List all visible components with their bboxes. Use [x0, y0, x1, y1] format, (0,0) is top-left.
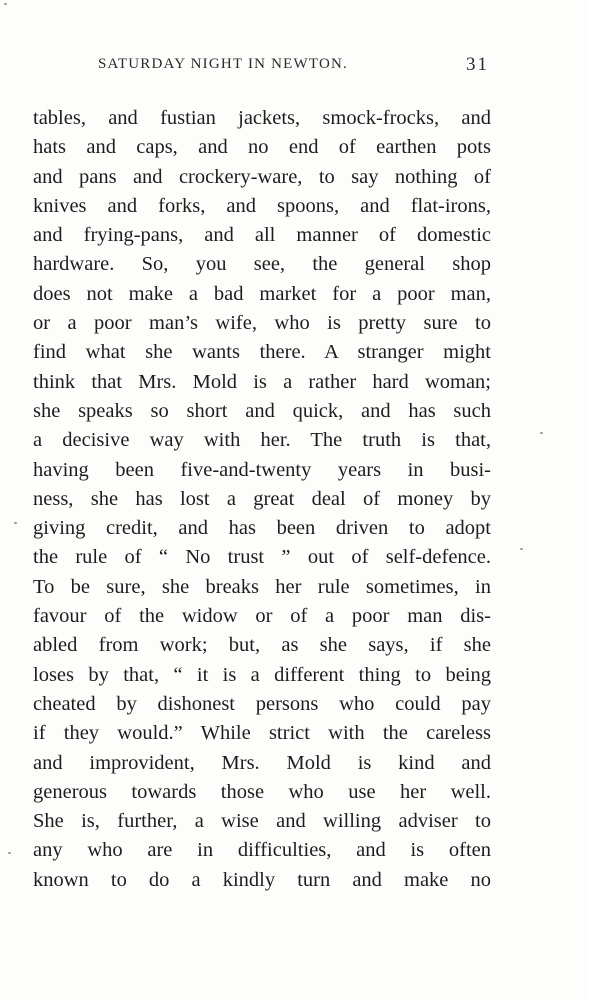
text-line: hardware. So, you see, the general shop	[33, 253, 491, 276]
text-line: a decisive way with her. The truth is that,	[33, 429, 491, 452]
text-line: the rule of “ No trust ” out of self-defence.	[33, 546, 491, 569]
text-line: known to do a kindly turn and make no	[33, 868, 491, 891]
text-line: if they would.” While strict with the careless	[33, 722, 491, 745]
text-line: abled from work; but, as she says, if she	[33, 634, 491, 657]
body-text	[33, 104, 491, 895]
scan-speck	[520, 548, 523, 550]
scan-speck	[4, 3, 7, 5]
text-line: giving credit, and has been driven to adopt	[33, 517, 491, 540]
text-line: find what she wants there. A stranger might	[33, 341, 491, 364]
text-line: she speaks so short and quick, and has such	[33, 399, 491, 422]
text-line: She is, further, a wise and willing adviser to	[33, 810, 491, 833]
scan-speck	[14, 522, 17, 524]
text-line: loses by that, “ it is a different thing to being	[33, 663, 491, 686]
text-line: favour of the widow or of a poor man dis-	[33, 605, 491, 628]
text-line: and improvident, Mrs. Mold is kind and	[33, 751, 491, 774]
running-head: SATURDAY NIGHT IN NEWTON.	[98, 56, 348, 72]
text-line: generous towards those who use her well.	[33, 780, 491, 803]
text-line: and frying-pans, and all manner of domestic	[33, 224, 491, 247]
text-line: does not make a bad market for a poor man,	[33, 282, 491, 305]
text-line: knives and forks, and spoons, and flat-irons,	[33, 194, 491, 217]
text-line: any who are in difficulties, and is often	[33, 839, 491, 862]
text-line: To be sure, she breaks her rule sometimes, in	[33, 575, 491, 598]
text-line: think that Mrs. Mold is a rather hard woman;	[33, 370, 491, 393]
scan-speck	[540, 432, 543, 434]
page-number: 31	[466, 54, 489, 75]
text-line: and pans and crockery-ware, to say nothing of	[33, 165, 491, 188]
text-line: hats and caps, and no end of earthen pots	[33, 136, 491, 159]
text-line: tables, and fustian jackets, smock-frocks, and	[33, 107, 491, 129]
scan-speck	[8, 852, 11, 854]
text-line: cheated by dishonest persons who could pay	[33, 692, 491, 715]
text-line: ness, she has lost a great deal of money by	[33, 487, 491, 510]
text-line: or a poor man’s wife, who is pretty sure to	[33, 312, 491, 335]
text-line: having been five-and-twenty years in busi-	[33, 458, 491, 481]
